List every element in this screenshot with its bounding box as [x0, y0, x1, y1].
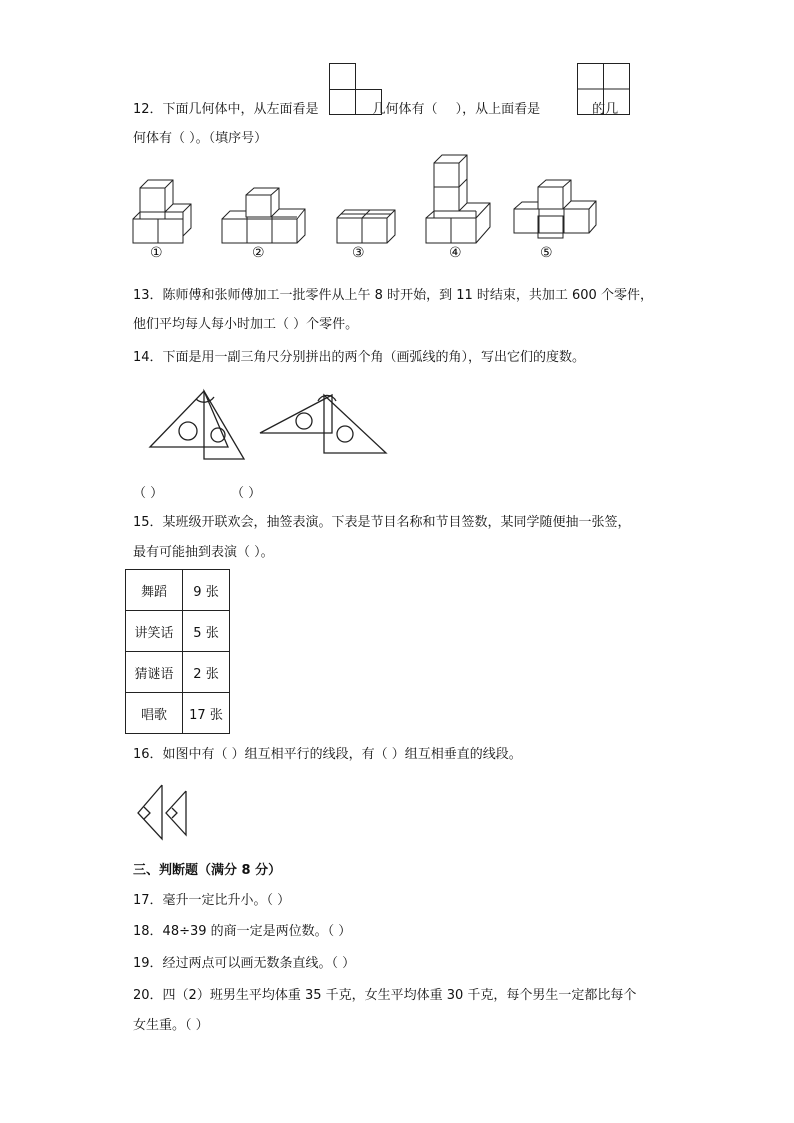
arrow-segments-figure [136, 783, 192, 843]
q12-text-2: 几何体有（ [372, 102, 438, 117]
program-count: 5 张 [183, 611, 230, 652]
q15-line2: 最有可能抽到表演（ ）。 [133, 545, 274, 560]
program-name: 唱歌 [126, 693, 183, 734]
solid-2 [219, 186, 311, 246]
solid-3-label: ③ [352, 245, 365, 261]
program-name: 讲笑话 [126, 611, 183, 652]
solid-5-label: ⑤ [540, 245, 553, 261]
program-table [125, 569, 230, 734]
solid-5 [514, 178, 600, 240]
triangle-angle-2 [258, 393, 390, 455]
program-count: 17 张 [183, 693, 230, 734]
q15-line1: 15．某班级开联欢会，抽签表演。下表是节目名称和节目签数，某同学随便抽一张签， [133, 515, 631, 530]
program-count: 9 张 [183, 570, 230, 611]
q20-line2: 女生重。（ ） [133, 1018, 209, 1033]
q17: 17．毫升一定比升小。（ ） [133, 893, 291, 908]
solid-3 [335, 202, 405, 246]
section-3-title: 三、判断题（满分 8 分） [133, 863, 282, 878]
table-row [126, 652, 230, 693]
q20-line1: 20．四（2）班男生平均体重 35 千克，女生平均体重 30 千克，每个男生一定都比每个 [133, 988, 637, 1003]
q14-answer-2[interactable]: （ ） [231, 486, 262, 501]
q12-text-3: ），从上面看是 [455, 102, 541, 117]
q12-text-4: 的几 [592, 102, 619, 117]
table-row [126, 570, 230, 611]
left-view-figure [329, 63, 383, 115]
table-row [126, 693, 230, 734]
q13-line2: 他们平均每人每小时加工（ ）个零件。 [133, 317, 359, 332]
solid-1-label: ① [150, 245, 163, 261]
triangle-angle-1 [148, 389, 248, 463]
program-name: 猜谜语 [126, 652, 183, 693]
program-count: 2 张 [183, 652, 230, 693]
solid-4 [424, 154, 494, 246]
q18: 18．48÷39 的商一定是两位数。（ ） [133, 924, 352, 939]
q16-line1: 16．如图中有（ ）组互相平行的线段，有（ ）组互相垂直的线段。 [133, 747, 522, 762]
program-name: 舞蹈 [126, 570, 183, 611]
solid-4-label: ④ [449, 245, 462, 261]
q13-line1: 13．陈师傅和张师傅加工一批零件从上午 8 时开始，到 11 时结束，共加工 600 个零件， [133, 288, 653, 303]
solid-1 [132, 178, 202, 246]
q19: 19．经过两点可以画无数条直线。（ ） [133, 956, 356, 971]
q12-text-1: 12．下面几何体中，从左面看是 [133, 102, 319, 117]
table-row [126, 611, 230, 652]
q12-line2: 何体有（ ）。（填序号） [133, 131, 268, 146]
top-view-figure [577, 63, 631, 115]
q14-line1: 14．下面是用一副三角尺分别拼出的两个角（画弧线的角），写出它们的度数。 [133, 350, 586, 365]
solid-2-label: ② [252, 245, 265, 261]
q14-answer-1[interactable]: （ ） [133, 486, 164, 501]
